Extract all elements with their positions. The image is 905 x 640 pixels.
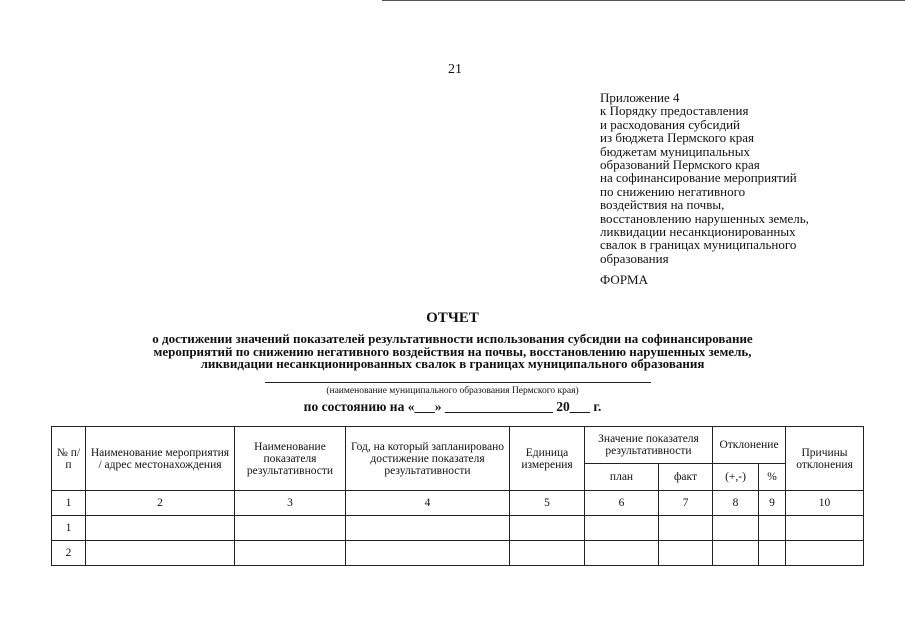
column-number: 8 xyxy=(713,491,759,516)
appendix-line: образования xyxy=(600,250,669,266)
table-row xyxy=(52,516,864,541)
table-cell xyxy=(759,516,786,541)
header-deviation-abs: (+,-) xyxy=(713,464,759,491)
row-number: 1 xyxy=(52,516,86,541)
header-deviation-pct: % xyxy=(759,464,786,491)
as-of-date-line: по состоянию на «___» ________________ 20___ г. xyxy=(303,399,602,414)
column-numbers-row xyxy=(52,491,864,516)
table-cell xyxy=(510,516,585,541)
column-number: 5 xyxy=(510,491,585,516)
appendix-line: к Порядку предоставления xyxy=(600,103,749,119)
report-subtitle xyxy=(0,333,905,371)
table-cell xyxy=(585,541,659,566)
row-number: 2 xyxy=(52,541,86,566)
table-cell xyxy=(346,541,510,566)
municipality-caption: (наименование муниципального образования Пермского края) xyxy=(326,386,579,396)
page-number: 21 xyxy=(448,62,462,77)
subtitle-line: ликвидации несанкционированных свалок в границах муниципального образования xyxy=(200,356,705,371)
top-border-line xyxy=(382,0,905,1)
column-number: 6 xyxy=(585,491,659,516)
header-target-year: Год, на который запланировано достижение показателя результативности xyxy=(346,427,510,491)
table-cell xyxy=(86,541,235,566)
header-plan: план xyxy=(585,464,659,491)
column-number: 7 xyxy=(659,491,713,516)
header-number: № п/п xyxy=(52,427,86,491)
appendix-line: на софинансирование мероприятий xyxy=(600,170,797,186)
municipality-underline xyxy=(265,382,651,383)
table-cell xyxy=(659,541,713,566)
column-number: 4 xyxy=(346,491,510,516)
subtitle-line: мероприятий по снижению негативного воздействия на почвы, восстановлению нарушенных земель, xyxy=(153,343,752,359)
table-cell xyxy=(786,516,864,541)
table-cell xyxy=(759,541,786,566)
subtitle-line: о достижении значений показателей результативности использования субсидии на софинансирование xyxy=(152,331,753,346)
report-title: ОТЧЕТ xyxy=(426,310,479,326)
header-deviation: Отклонение xyxy=(713,427,786,464)
table-cell xyxy=(235,541,346,566)
table-cell xyxy=(346,516,510,541)
table-cell xyxy=(659,516,713,541)
appendix-line: восстановлению нарушенных земель, xyxy=(600,210,809,226)
appendix-line: и расходования субсидий xyxy=(600,116,740,132)
table-cell xyxy=(585,516,659,541)
header-indicator-name: Наименование показателя результативности xyxy=(235,427,346,491)
table-row xyxy=(52,541,864,566)
table-cell xyxy=(713,516,759,541)
table-header-row xyxy=(52,427,864,464)
appendix-line: по снижению негативного xyxy=(600,183,746,199)
form-label: ФОРМА xyxy=(600,272,648,287)
appendix-line: образований Пермского края xyxy=(600,157,760,173)
appendix-line: воздействия на почвы, xyxy=(600,197,725,213)
header-fact: факт xyxy=(659,464,713,491)
column-number: 2 xyxy=(86,491,235,516)
table-cell xyxy=(235,516,346,541)
report-table xyxy=(51,426,864,566)
column-number: 3 xyxy=(235,491,346,516)
header-deviation-reasons: Причины отклонения xyxy=(786,427,864,491)
table-cell xyxy=(86,516,235,541)
appendix-line: из бюджета Пермского края xyxy=(600,130,755,146)
header-indicator-value: Значение показателя результативности xyxy=(585,427,713,464)
table-cell xyxy=(713,541,759,566)
appendix-line: ликвидации несанкционированных xyxy=(600,224,796,240)
column-number: 1 xyxy=(52,491,86,516)
column-number: 10 xyxy=(786,491,864,516)
appendix-line: Приложение 4 xyxy=(600,90,680,105)
header-event-name: Наименование мероприятия / адрес местонахождения xyxy=(86,427,235,491)
table-cell xyxy=(510,541,585,566)
appendix-line: свалок в границах муниципального xyxy=(600,237,797,253)
header-unit: Единица измерения xyxy=(510,427,585,491)
appendix-block xyxy=(600,91,809,265)
table-cell xyxy=(786,541,864,566)
appendix-line: бюджетам муниципальных xyxy=(600,143,750,159)
column-number: 9 xyxy=(759,491,786,516)
